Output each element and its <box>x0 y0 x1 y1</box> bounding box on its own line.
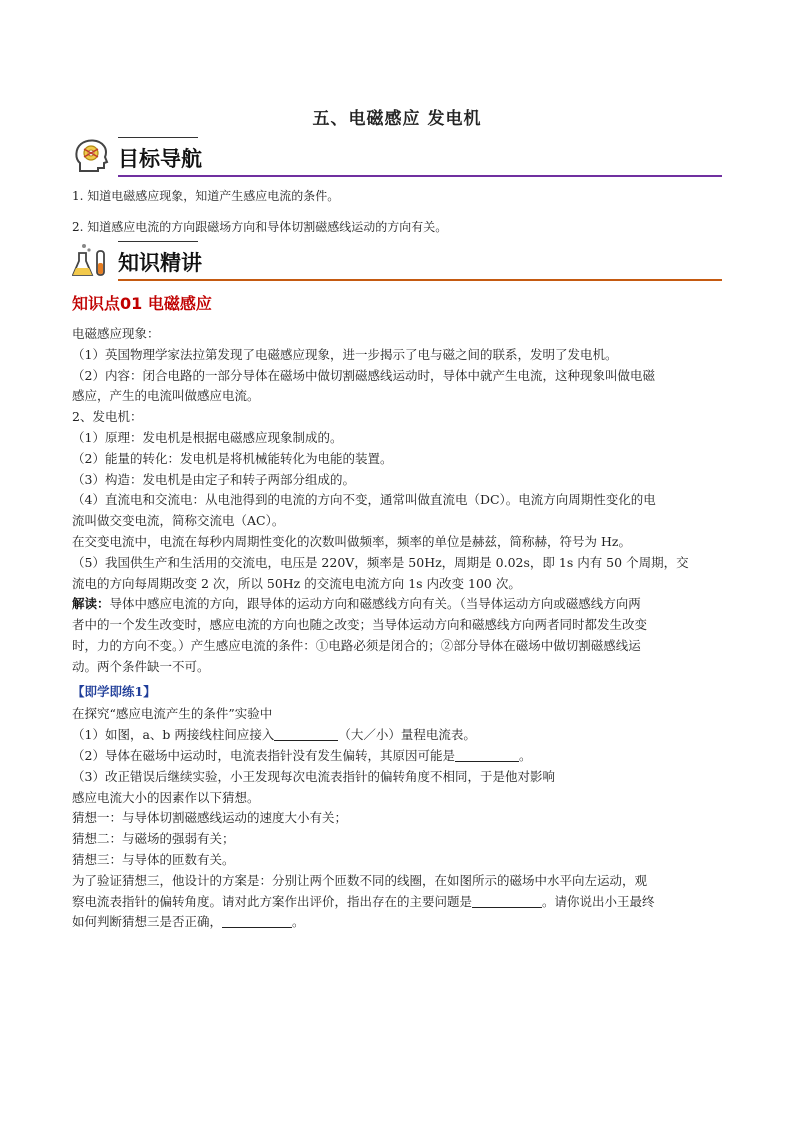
body-line: （5）我国供生产和生活用的交流电，电压是 220V，频率是 50Hz，周期是 0.02s，即 1s 内有 50 个周期，交 <box>72 554 689 570</box>
goal-item-1: 1. 知道电磁感应现象，知道产生感应电流的条件。 <box>72 189 340 203</box>
section-header-knowledge <box>72 241 722 283</box>
body-line: （4）直流电和交流电：从电池得到的电流的方向不变，通常叫做直流电（DC）。电流方向周期性变化的电 <box>72 492 656 508</box>
head-gear-icon <box>72 137 112 177</box>
question-3-text: 察电流表指针的偏转角度。请对此方案作出评价，指出存在的主要问题是 <box>72 893 473 909</box>
body-line: 电磁感应现象： <box>72 326 160 341</box>
question-3-line: 猜想二：与磁场的强弱有关； <box>72 831 235 847</box>
question-2 <box>72 746 724 767</box>
question-1 <box>72 725 724 746</box>
body-content <box>72 324 724 933</box>
answer-blank-1[interactable] <box>274 727 338 741</box>
section-top-line <box>118 241 198 242</box>
section-rule-goals <box>118 175 722 177</box>
question-2-tail: 。 <box>518 747 532 763</box>
jiedu-line: 动。两个条件缺一不可。 <box>72 658 210 674</box>
page-title: 五、电磁感应 发电机 <box>312 109 482 129</box>
jiedu-line: 者中的一个发生改变时，感应电流的方向也随之改变；当导体运动方向和磁感线方向两者同时都发生改变 <box>72 617 648 633</box>
knowledge-point-title: 知识点01 电磁感应 <box>72 294 212 313</box>
question-2-text: （2）导体在磁场中运动时，电流表指针没有发生偏转，其原因可能是 <box>72 747 455 763</box>
practice-label <box>72 682 724 703</box>
question-1-tail: （大／小）量程电流表。 <box>338 727 476 743</box>
section-rule-knowledge <box>118 279 722 281</box>
question-3-text: 如何判断猜想三是否正确， <box>72 914 223 930</box>
body-line: （2）能量的转化：发电机是将机械能转化为电能的装置。 <box>72 450 393 466</box>
section-title-goals: 目标导航 <box>118 147 202 171</box>
jiedu-line: 时，力的方向不变。）产生感应电流的条件：①电路必须是闭合的；②部分导体在磁场中做切割磁感线运 <box>72 637 641 653</box>
answer-blank-4[interactable] <box>222 914 292 928</box>
practice-label-text: 【即学即练1】 <box>72 683 156 699</box>
body-line: （3）构造：发电机是由定子和转子两部分组成的。 <box>72 471 355 487</box>
question-3-line: 感应电流大小的因素作以下猜想。 <box>72 789 260 805</box>
flask-icon <box>72 241 112 281</box>
question-3-text: 。请你说出小王最终 <box>542 893 655 909</box>
goal-item-2: 2. 知道感应电流的方向跟磁场方向和导体切割磁感线运动的方向有关。 <box>72 220 448 234</box>
body-line: 在交变电流中，电流在每秒内周期性变化的次数叫做频率，频率的单位是赫兹，简称赫，符号为 Hz。 <box>72 533 631 549</box>
answer-blank-2[interactable] <box>455 748 519 762</box>
question-3-line <box>72 912 724 933</box>
section-header-goals <box>72 137 722 179</box>
question-3-text: 。 <box>292 914 305 930</box>
body-line: （1）英国物理学家法拉第发现了电磁感应现象，进一步揭示了电与磁之间的联系，发明了发电机。 <box>72 346 618 362</box>
section-title-knowledge: 知识精讲 <box>118 251 202 275</box>
body-line: 2、发电机： <box>72 409 143 425</box>
jiedu-line <box>72 594 724 615</box>
body-line: 流电的方向每周期改变 2 次，所以 50Hz 的交流电电流方向 1s 内改变 100 次。 <box>72 575 521 591</box>
jiedu-text: 导体中感应电流的方向，跟导体的运动方向和磁感线方向有关。（当导体运动方向或磁感线方向两 <box>109 596 641 612</box>
question-3-line: 为了验证猜想三，他设计的方案是：分别让两个匝数不同的线圈，在如图所示的磁场中水平向左运动，观 <box>72 872 648 888</box>
body-line: （1）原理：发电机是根据电磁感应现象制成的。 <box>72 429 343 445</box>
question-1-text: （1）如图，a、b 两接线柱间应接入 <box>72 727 275 743</box>
jiedu-label: 解读： <box>72 596 110 612</box>
question-3-line: （3）改正错误后继续实验，小王发现每次电流表指针的偏转角度不相同，于是他对影响 <box>72 768 555 784</box>
body-line: 感应，产生的电流叫做感应电流。 <box>72 388 260 404</box>
question-3-line <box>72 892 724 913</box>
practice-intro: 在探究“感应电流产生的条件”实验中 <box>72 706 273 722</box>
answer-blank-3[interactable] <box>472 894 542 908</box>
section-top-line <box>118 137 198 138</box>
body-line: 流叫做交变电流，简称交流电（AC）。 <box>72 513 285 529</box>
question-3-line: 猜想三：与导体的匝数有关。 <box>72 851 235 867</box>
body-line: （2）内容：闭合电路的一部分导体在磁场中做切割磁感线运动时，导体中就产生电流，这种现象叫做电磁 <box>72 367 655 383</box>
question-3-line: 猜想一：与导体切割磁感线运动的速度大小有关； <box>72 810 348 826</box>
